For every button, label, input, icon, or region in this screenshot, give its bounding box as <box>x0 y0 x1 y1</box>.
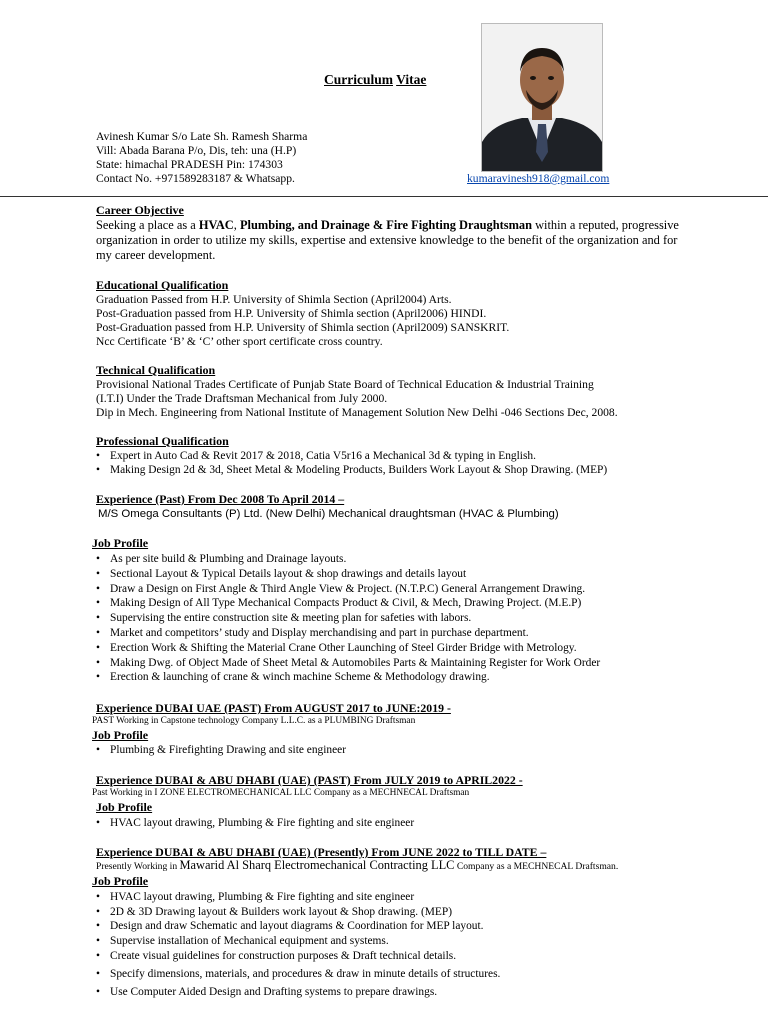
technical-line: Provisional National Trades Certificate of Punjab State Board of Technical Education & Industrial Training <box>96 378 594 391</box>
experience-1-company: M/S Omega Consultants (P) Ltd. (New Delhi) Mechanical draughtsman (HVAC & Plumbing) <box>98 508 559 520</box>
list-item: • Market and competitors’ study and Display merchandising and part in purchase department. <box>92 626 600 641</box>
career-post: within a reputed, progressive organization in order to utilize my skills, expertise and extensive knowledge to the benefit of the organization and for my career development. <box>96 218 679 262</box>
career-pre: Seeking a place as a <box>96 218 199 232</box>
experience-4-company <box>96 858 618 874</box>
technical-line: (I.T.I) Under the Trade Draftsman Mechanical from July 2000. <box>96 392 388 405</box>
experience-4-company-pre: Presently Working in <box>96 861 180 872</box>
career-sep: , <box>233 218 240 232</box>
experience-3-heading: Experience DUBAI & ABU DHABI (UAE) (PAST) From JULY 2019 to APRIL2022 - <box>96 773 523 787</box>
state-line: State: himachal PRADESH Pin: 174303 <box>96 158 283 171</box>
experience-4-job-list <box>92 890 500 999</box>
profile-photo <box>481 23 603 172</box>
experience-2-heading: Experience DUBAI UAE (PAST) From AUGUST 2017 to JUNE:2019 - <box>96 701 451 715</box>
page-title <box>324 72 426 88</box>
experience-4-company-post: Company as a MECHNECAL Draftsman. <box>454 861 619 872</box>
technical-line: Dip in Mech. Engineering from National Institute of Management Solution New Delhi -046 Sections Dec, 2008. <box>96 406 618 419</box>
email-link[interactable]: kumaravinesh918@gmail.com <box>467 172 610 185</box>
list-item: • 2D & 3D Drawing layout & Builders work layout & Shop drawing. (MEP) <box>92 905 500 920</box>
list-item: • Making Design of All Type Mechanical Compacts Product & Civil, & Mech, Drawing Project. (M.E.P) <box>92 596 600 611</box>
experience-2-company: PAST Working in Capstone technology Company L.L.C. as a PLUMBING Draftsman <box>92 716 416 726</box>
list-item: • Making Design 2d & 3d, Sheet Metal & Modeling Products, Builders Work Layout & Shop Drawing. (MEP) <box>92 463 607 477</box>
address-line: Vill: Abada Barana P/o, Dis, teh: una (H.P) <box>96 144 297 157</box>
career-hl-2: Plumbing, and Drainage & Fire Fighting Draughtsman <box>239 218 532 232</box>
title-word-2: Vitae <box>396 72 427 87</box>
list-item: • As per site build & Plumbing and Drainage layouts. <box>92 552 600 567</box>
name-line: Avinesh Kumar S/o Late Sh. Ramesh Sharma <box>96 130 308 143</box>
list-item: • Sectional Layout & Typical Details layout & shop drawings and details layout <box>92 567 600 582</box>
experience-4-company-name: Mawarid Al Sharq Electromechanical Contracting LLC <box>179 858 455 872</box>
professional-list <box>92 449 607 477</box>
education-heading: Educational Qualification <box>96 278 229 292</box>
list-item: • Supervising the entire construction site & meeting plan for safeties with labors. <box>92 611 600 626</box>
experience-1-job-heading: Job Profile <box>92 536 149 550</box>
education-line: Ncc Certificate ‘B’ & ‘C’ other sport certificate cross country. <box>96 335 383 348</box>
experience-3-company: Past Working in I ZONE ELECTROMECHANICAL LLC Company as a MECHNECAL Draftsman <box>92 788 470 798</box>
education-line: Post-Graduation passed from H.P. University of Shimla section (April2009) SANSKRIT. <box>96 321 510 334</box>
list-item: • Design and draw Schematic and layout diagrams & Coordination for MEP layout. <box>92 919 500 934</box>
experience-1-job-list <box>92 552 600 685</box>
experience-1-heading: Experience (Past) From Dec 2008 To April 2014 – <box>96 492 345 506</box>
list-item: • Plumbing & Firefighting Drawing and site engineer <box>92 743 346 758</box>
technical-heading: Technical Qualification <box>96 363 216 377</box>
education-line: Graduation Passed from H.P. University of Shimla Section (April2004) Arts. <box>96 293 452 306</box>
portrait-image <box>482 24 602 171</box>
list-item: • Create visual guidelines for construction purposes & Draft technical details. <box>92 949 500 964</box>
experience-2-job-list <box>92 743 346 758</box>
list-item: • HVAC layout drawing, Plumbing & Fire fighting and site engineer <box>92 890 500 905</box>
list-item: • HVAC layout drawing, Plumbing & Fire fighting and site engineer <box>92 816 414 831</box>
contact-line: Contact No. +971589283187 & Whatsapp. <box>96 172 295 185</box>
career-objective-heading: Career Objective <box>96 203 184 217</box>
career-hl-1: HVAC <box>198 218 234 232</box>
career-objective-text <box>96 218 686 263</box>
list-item: • Erection & launching of crane & winch machine Scheme & Methodology drawing. <box>92 670 600 685</box>
list-item: • Supervise installation of Mechanical equipment and systems. <box>92 934 500 949</box>
education-line: Post-Graduation passed from H.P. University of Shimla section (April2006) HINDI. <box>96 307 487 320</box>
list-item: • Specify dimensions, materials, and procedures & draw in minute details of structures. <box>92 967 500 982</box>
title-word-1: Curriculum <box>324 72 393 87</box>
experience-3-job-list <box>92 816 414 831</box>
professional-heading: Professional Qualification <box>96 434 229 448</box>
experience-2-job-heading: Job Profile <box>92 728 149 742</box>
list-item: • Erection Work & Shifting the Material Crane Other Launching of Steel Girder Bridge with Metrology. <box>92 641 600 656</box>
experience-4-job-heading: Job Profile <box>92 874 149 888</box>
list-item: • Making Dwg. of Object Made of Sheet Metal & Automobiles Parts & Maintaining Register for Work Order <box>92 656 600 671</box>
experience-4-heading: Experience DUBAI & ABU DHABI (UAE) (Presently) From JUNE 2022 to TILL DATE – <box>96 845 547 859</box>
experience-3-job-heading: Job Profile <box>96 800 153 814</box>
list-item: • Expert in Auto Cad & Revit 2017 & 2018, Catia V5r16 a Mechanical 3d & typing in English. <box>92 449 607 463</box>
header-divider <box>0 196 768 197</box>
list-item: • Use Computer Aided Design and Drafting systems to prepare drawings. <box>92 985 500 1000</box>
list-item: • Draw a Design on First Angle & Third Angle View & Project. (N.T.P.C) General Arrangement Drawing. <box>92 582 600 597</box>
